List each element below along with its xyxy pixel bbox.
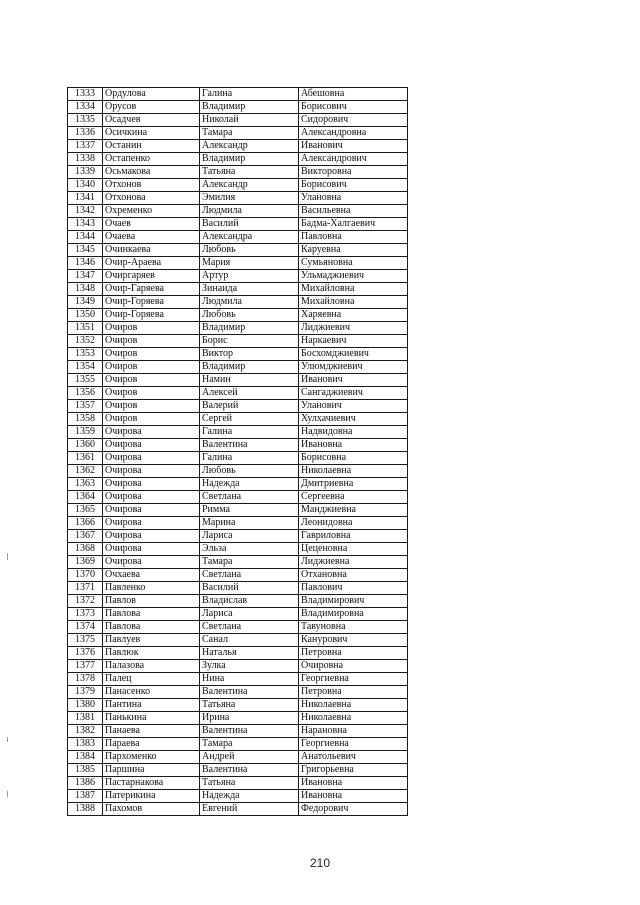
row-number: 1361 — [68, 452, 103, 465]
surname-cell: Отхонова — [103, 192, 200, 205]
given-name-cell: Галина — [200, 88, 299, 101]
table-row — [68, 660, 408, 673]
patronymic-cell: Улановна — [299, 192, 408, 205]
table-row — [68, 413, 408, 426]
table-row — [68, 218, 408, 231]
table-row — [68, 504, 408, 517]
given-name-cell: Василий — [200, 582, 299, 595]
row-number: 1380 — [68, 699, 103, 712]
table-row — [68, 166, 408, 179]
surname-cell: Очирова — [103, 530, 200, 543]
surname-cell: Очирова — [103, 504, 200, 517]
patronymic-cell: Анатольевич — [299, 751, 408, 764]
patronymic-cell: Гавриловна — [299, 530, 408, 543]
given-name-cell: Эмилия — [200, 192, 299, 205]
patronymic-cell: Георгиевна — [299, 738, 408, 751]
patronymic-cell: Сумьяновна — [299, 257, 408, 270]
surname-cell: Очир-Горяева — [103, 296, 200, 309]
patronymic-cell: Сидорович — [299, 114, 408, 127]
table-row — [68, 686, 408, 699]
surname-cell: Очиров — [103, 387, 200, 400]
given-name-cell: Евгений — [200, 803, 299, 816]
table-row — [68, 361, 408, 374]
patronymic-cell: Леонидовна — [299, 517, 408, 530]
table-row — [68, 608, 408, 621]
table-row — [68, 634, 408, 647]
patronymic-cell: Улюмджиевич — [299, 361, 408, 374]
surname-cell: Остапенко — [103, 153, 200, 166]
row-number: 1372 — [68, 595, 103, 608]
patronymic-cell: Отхановна — [299, 569, 408, 582]
row-number: 1346 — [68, 257, 103, 270]
surname-cell: Осичкина — [103, 127, 200, 140]
row-number: 1347 — [68, 270, 103, 283]
given-name-cell: Борис — [200, 335, 299, 348]
given-name-cell: Андрей — [200, 751, 299, 764]
surname-cell: Очхаева — [103, 569, 200, 582]
given-name-cell: Ирина — [200, 712, 299, 725]
row-number: 1333 — [68, 88, 103, 101]
table-row — [68, 257, 408, 270]
row-number: 1373 — [68, 608, 103, 621]
surname-cell: Пахомов — [103, 803, 200, 816]
row-number: 1343 — [68, 218, 103, 231]
patronymic-cell: Хулхачиевич — [299, 413, 408, 426]
table-row — [68, 140, 408, 153]
patronymic-cell: Павлович — [299, 582, 408, 595]
patronymic-cell: Харяевна — [299, 309, 408, 322]
patronymic-cell: Ивановна — [299, 777, 408, 790]
row-number: 1371 — [68, 582, 103, 595]
row-number: 1334 — [68, 101, 103, 114]
patronymic-cell: Владимировна — [299, 608, 408, 621]
patronymic-cell: Каруевна — [299, 244, 408, 257]
given-name-cell: Намин — [200, 374, 299, 387]
patronymic-cell: Очировна — [299, 660, 408, 673]
row-number: 1368 — [68, 543, 103, 556]
surname-cell: Очирова — [103, 439, 200, 452]
surname-cell: Патерикина — [103, 790, 200, 803]
given-name-cell: Сергей — [200, 413, 299, 426]
surname-cell: Очиров — [103, 374, 200, 387]
given-name-cell: Зулка — [200, 660, 299, 673]
row-number: 1363 — [68, 478, 103, 491]
given-name-cell: Виктор — [200, 348, 299, 361]
row-number: 1383 — [68, 738, 103, 751]
scan-mark — [7, 791, 8, 797]
given-name-cell: Валентина — [200, 764, 299, 777]
surname-cell: Отхонов — [103, 179, 200, 192]
given-name-cell: Владимир — [200, 361, 299, 374]
patronymic-cell: Ульмаджиевич — [299, 270, 408, 283]
table-row — [68, 712, 408, 725]
row-number: 1388 — [68, 803, 103, 816]
given-name-cell: Владимир — [200, 101, 299, 114]
table-row — [68, 725, 408, 738]
row-number: 1386 — [68, 777, 103, 790]
given-name-cell: Галина — [200, 452, 299, 465]
row-number: 1378 — [68, 673, 103, 686]
row-number: 1375 — [68, 634, 103, 647]
row-number: 1370 — [68, 569, 103, 582]
given-name-cell: Римма — [200, 504, 299, 517]
row-number: 1382 — [68, 725, 103, 738]
surname-cell: Осьмакова — [103, 166, 200, 179]
table-row — [68, 647, 408, 660]
surname-cell: Останин — [103, 140, 200, 153]
row-number: 1367 — [68, 530, 103, 543]
surname-cell: Очир-Араева — [103, 257, 200, 270]
given-name-cell: Любовь — [200, 465, 299, 478]
table-row — [68, 543, 408, 556]
surname-cell: Павлова — [103, 608, 200, 621]
table-row — [68, 296, 408, 309]
given-name-cell: Галина — [200, 426, 299, 439]
surname-cell: Параева — [103, 738, 200, 751]
table-row — [68, 452, 408, 465]
patronymic-cell: Цеценовна — [299, 543, 408, 556]
given-name-cell: Наталья — [200, 647, 299, 660]
table-row — [68, 764, 408, 777]
given-name-cell: Татьяна — [200, 166, 299, 179]
patronymic-cell: Манджиевна — [299, 504, 408, 517]
surname-cell: Пантина — [103, 699, 200, 712]
row-number: 1356 — [68, 387, 103, 400]
given-name-cell: Тамара — [200, 556, 299, 569]
surname-cell: Очиров — [103, 361, 200, 374]
patronymic-cell: Уланович — [299, 400, 408, 413]
row-number: 1355 — [68, 374, 103, 387]
given-name-cell: Татьяна — [200, 699, 299, 712]
table-row — [68, 673, 408, 686]
table-row — [68, 556, 408, 569]
patronymic-cell: Иванович — [299, 374, 408, 387]
patronymic-cell: Лиджиевич — [299, 322, 408, 335]
row-number: 1349 — [68, 296, 103, 309]
given-name-cell: Василий — [200, 218, 299, 231]
table-row — [68, 127, 408, 140]
patronymic-cell: Федорович — [299, 803, 408, 816]
table-row — [68, 738, 408, 751]
scan-mark — [7, 553, 8, 560]
patronymic-cell: Михайловна — [299, 296, 408, 309]
patronymic-cell: Тавуновна — [299, 621, 408, 634]
patronymic-cell: Лиджиевна — [299, 556, 408, 569]
patronymic-cell: Георгиевна — [299, 673, 408, 686]
table-row — [68, 465, 408, 478]
table-row — [68, 335, 408, 348]
row-number: 1348 — [68, 283, 103, 296]
given-name-cell: Светлана — [200, 621, 299, 634]
table-row — [68, 348, 408, 361]
patronymic-cell: Канурович — [299, 634, 408, 647]
given-name-cell: Александр — [200, 140, 299, 153]
surname-cell: Очирова — [103, 452, 200, 465]
surname-cell: Очиров — [103, 400, 200, 413]
patronymic-cell: Александровна — [299, 127, 408, 140]
patronymic-cell: Петровна — [299, 686, 408, 699]
patronymic-cell: Николаевна — [299, 699, 408, 712]
table-row — [68, 387, 408, 400]
row-number: 1342 — [68, 205, 103, 218]
surname-cell: Ордулова — [103, 88, 200, 101]
surname-cell: Очиров — [103, 335, 200, 348]
given-name-cell: Любовь — [200, 309, 299, 322]
table-row — [68, 205, 408, 218]
table-row — [68, 309, 408, 322]
table-row — [68, 803, 408, 816]
patronymic-cell: Петровна — [299, 647, 408, 660]
table-row — [68, 88, 408, 101]
surname-cell: Очирова — [103, 465, 200, 478]
patronymic-cell: Дмитриевна — [299, 478, 408, 491]
table-row — [68, 322, 408, 335]
given-name-cell: Лариса — [200, 608, 299, 621]
row-number: 1351 — [68, 322, 103, 335]
patronymic-cell: Нарановна — [299, 725, 408, 738]
given-name-cell: Людмила — [200, 205, 299, 218]
row-number: 1379 — [68, 686, 103, 699]
surname-cell: Охременко — [103, 205, 200, 218]
patronymic-cell: Михайловна — [299, 283, 408, 296]
row-number: 1335 — [68, 114, 103, 127]
table-row — [68, 790, 408, 803]
given-name-cell: Светлана — [200, 569, 299, 582]
surname-cell: Очирова — [103, 426, 200, 439]
table-row — [68, 582, 408, 595]
row-number: 1358 — [68, 413, 103, 426]
surname-cell: Очиров — [103, 348, 200, 361]
table-row — [68, 374, 408, 387]
patronymic-cell: Павловна — [299, 231, 408, 244]
table-row — [68, 114, 408, 127]
surname-cell: Очиргаряев — [103, 270, 200, 283]
surname-cell: Очиров — [103, 322, 200, 335]
surname-cell: Пархоменко — [103, 751, 200, 764]
row-number: 1338 — [68, 153, 103, 166]
given-name-cell: Валентина — [200, 686, 299, 699]
given-name-cell: Алексей — [200, 387, 299, 400]
table-row — [68, 270, 408, 283]
table-row — [68, 751, 408, 764]
patronymic-cell: Бадма-Халгаевич — [299, 218, 408, 231]
patronymic-cell: Иванович — [299, 140, 408, 153]
given-name-cell: Санал — [200, 634, 299, 647]
row-number: 1374 — [68, 621, 103, 634]
given-name-cell: Людмила — [200, 296, 299, 309]
scan-mark — [7, 737, 8, 742]
row-number: 1336 — [68, 127, 103, 140]
table-row — [68, 400, 408, 413]
patronymic-cell: Николаевна — [299, 712, 408, 725]
given-name-cell: Татьяна — [200, 777, 299, 790]
roster-table — [67, 87, 408, 816]
surname-cell: Очирова — [103, 517, 200, 530]
table-row — [68, 491, 408, 504]
surname-cell: Павлюк — [103, 647, 200, 660]
surname-cell: Павлова — [103, 621, 200, 634]
given-name-cell: Любовь — [200, 244, 299, 257]
table-row — [68, 192, 408, 205]
surname-cell: Пастарнакова — [103, 777, 200, 790]
row-number: 1362 — [68, 465, 103, 478]
surname-cell: Панасенко — [103, 686, 200, 699]
patronymic-cell: Сергеевна — [299, 491, 408, 504]
given-name-cell: Надежда — [200, 790, 299, 803]
given-name-cell: Владислав — [200, 595, 299, 608]
patronymic-cell: Васильевна — [299, 205, 408, 218]
given-name-cell: Валентина — [200, 725, 299, 738]
patronymic-cell: Ивановна — [299, 790, 408, 803]
given-name-cell: Александр — [200, 179, 299, 192]
given-name-cell: Эльза — [200, 543, 299, 556]
row-number: 1357 — [68, 400, 103, 413]
surname-cell: Паршина — [103, 764, 200, 777]
row-number: 1364 — [68, 491, 103, 504]
surname-cell: Очаев — [103, 218, 200, 231]
row-number: 1365 — [68, 504, 103, 517]
surname-cell: Очирова — [103, 491, 200, 504]
surname-cell: Очир-Горяева — [103, 309, 200, 322]
table-row — [68, 179, 408, 192]
surname-cell: Палец — [103, 673, 200, 686]
roster-body — [68, 88, 408, 816]
patronymic-cell: Босхомджиевич — [299, 348, 408, 361]
given-name-cell: Владимир — [200, 322, 299, 335]
table-row — [68, 530, 408, 543]
given-name-cell: Артур — [200, 270, 299, 283]
surname-cell: Очирова — [103, 543, 200, 556]
surname-cell: Очиров — [103, 413, 200, 426]
given-name-cell: Мария — [200, 257, 299, 270]
table-row — [68, 777, 408, 790]
row-number: 1354 — [68, 361, 103, 374]
row-number: 1384 — [68, 751, 103, 764]
table-row — [68, 699, 408, 712]
row-number: 1345 — [68, 244, 103, 257]
row-number: 1366 — [68, 517, 103, 530]
given-name-cell: Надежда — [200, 478, 299, 491]
table-row — [68, 517, 408, 530]
surname-cell: Очирова — [103, 556, 200, 569]
given-name-cell: Нина — [200, 673, 299, 686]
table-row — [68, 153, 408, 166]
surname-cell: Очинкаева — [103, 244, 200, 257]
patronymic-cell: Ивановна — [299, 439, 408, 452]
surname-cell: Панаева — [103, 725, 200, 738]
table-row — [68, 595, 408, 608]
patronymic-cell: Абешовна — [299, 88, 408, 101]
patronymic-cell: Владимирович — [299, 595, 408, 608]
row-number: 1340 — [68, 179, 103, 192]
surname-cell: Павленко — [103, 582, 200, 595]
given-name-cell: Владимир — [200, 153, 299, 166]
row-number: 1353 — [68, 348, 103, 361]
given-name-cell: Николай — [200, 114, 299, 127]
row-number: 1377 — [68, 660, 103, 673]
row-number: 1376 — [68, 647, 103, 660]
surname-cell: Очир-Гаряева — [103, 283, 200, 296]
row-number: 1369 — [68, 556, 103, 569]
surname-cell: Очирова — [103, 478, 200, 491]
row-number: 1337 — [68, 140, 103, 153]
row-number: 1385 — [68, 764, 103, 777]
given-name-cell: Лариса — [200, 530, 299, 543]
table-row — [68, 478, 408, 491]
page-number: 210 — [309, 856, 331, 870]
table-row — [68, 244, 408, 257]
table-row — [68, 569, 408, 582]
row-number: 1359 — [68, 426, 103, 439]
patronymic-cell: Сангаджиевич — [299, 387, 408, 400]
row-number: 1352 — [68, 335, 103, 348]
table-row — [68, 283, 408, 296]
table-row — [68, 439, 408, 452]
row-number: 1381 — [68, 712, 103, 725]
table-row — [68, 101, 408, 114]
row-number: 1339 — [68, 166, 103, 179]
given-name-cell: Тамара — [200, 127, 299, 140]
patronymic-cell: Григорьевна — [299, 764, 408, 777]
given-name-cell: Светлана — [200, 491, 299, 504]
row-number: 1350 — [68, 309, 103, 322]
given-name-cell: Валерий — [200, 400, 299, 413]
patronymic-cell: Викторовна — [299, 166, 408, 179]
surname-cell: Осадчев — [103, 114, 200, 127]
surname-cell: Очаева — [103, 231, 200, 244]
row-number: 1344 — [68, 231, 103, 244]
patronymic-cell: Надвидовна — [299, 426, 408, 439]
given-name-cell: Марина — [200, 517, 299, 530]
table-row — [68, 621, 408, 634]
patronymic-cell: Борисовна — [299, 452, 408, 465]
patronymic-cell: Николаевна — [299, 465, 408, 478]
patronymic-cell: Борисович — [299, 101, 408, 114]
surname-cell: Павлов — [103, 595, 200, 608]
patronymic-cell: Борисович — [299, 179, 408, 192]
table-row — [68, 231, 408, 244]
surname-cell: Панькина — [103, 712, 200, 725]
row-number: 1360 — [68, 439, 103, 452]
surname-cell: Орусов — [103, 101, 200, 114]
given-name-cell: Тамара — [200, 738, 299, 751]
given-name-cell: Александра — [200, 231, 299, 244]
given-name-cell: Зинаида — [200, 283, 299, 296]
row-number: 1341 — [68, 192, 103, 205]
given-name-cell: Валентина — [200, 439, 299, 452]
surname-cell: Павлуев — [103, 634, 200, 647]
table-row — [68, 426, 408, 439]
row-number: 1387 — [68, 790, 103, 803]
patronymic-cell: Александрович — [299, 153, 408, 166]
surname-cell: Палазова — [103, 660, 200, 673]
patronymic-cell: Наркаевич — [299, 335, 408, 348]
